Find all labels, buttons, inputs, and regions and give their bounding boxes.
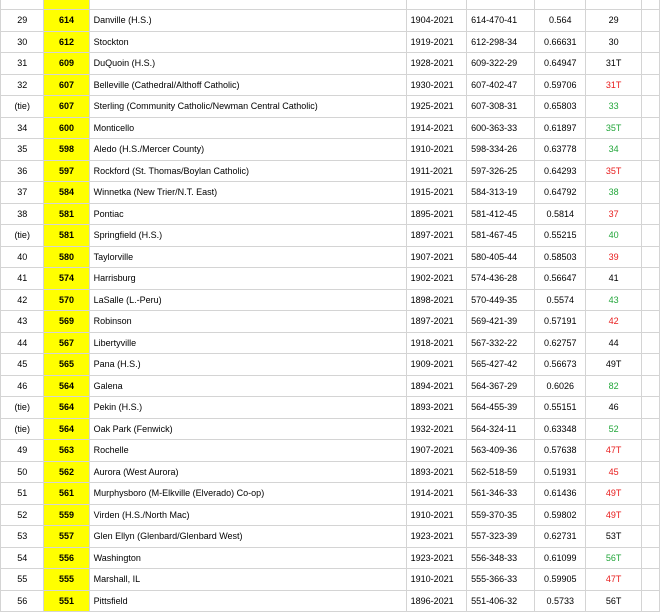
record-cell[interactable]: 581-467-45 bbox=[467, 225, 535, 247]
pct-cell[interactable]: 0.65803 bbox=[535, 96, 586, 118]
school-cell[interactable]: Libertyville bbox=[89, 332, 406, 354]
table-row bbox=[1, 268, 660, 290]
wins-cell[interactable]: 559 bbox=[44, 504, 89, 526]
edge-cell[interactable] bbox=[641, 225, 659, 247]
school-cell[interactable]: Glen Ellyn (Glenbard/Glenbard West) bbox=[89, 526, 406, 548]
wins-cell[interactable]: 584 bbox=[44, 182, 89, 204]
years-cell[interactable]: 1932-2021 bbox=[406, 418, 466, 440]
years-cell[interactable]: 1910-2021 bbox=[406, 504, 466, 526]
pct-cell[interactable]: 0.5574 bbox=[535, 289, 586, 311]
wins-cell[interactable]: 564 bbox=[44, 375, 89, 397]
edge-cell[interactable] bbox=[641, 96, 659, 118]
edge-cell[interactable] bbox=[641, 268, 659, 290]
edge-cell[interactable] bbox=[641, 182, 659, 204]
record-cell[interactable]: 614-470-41 bbox=[467, 10, 535, 32]
table-row bbox=[1, 96, 660, 118]
school-cell[interactable]: LaSalle (L.-Peru) bbox=[89, 289, 406, 311]
edge-cell[interactable] bbox=[641, 375, 659, 397]
rank-cell[interactable]: 49 bbox=[1, 440, 44, 462]
prev-rank-cell[interactable]: 56T bbox=[586, 590, 642, 612]
record-cell[interactable]: 580-405-44 bbox=[467, 246, 535, 268]
wins-cell[interactable]: 556 bbox=[44, 547, 89, 569]
school-cell[interactable]: Pittsfield bbox=[89, 590, 406, 612]
wins-cell[interactable]: 551 bbox=[44, 590, 89, 612]
pct-cell[interactable]: 0.62757 bbox=[535, 332, 586, 354]
edge-cell[interactable] bbox=[641, 289, 659, 311]
school-cell[interactable]: Rochelle bbox=[89, 440, 406, 462]
prev-rank-cell[interactable]: 46 bbox=[586, 397, 642, 419]
pct-cell[interactable]: 0.66631 bbox=[535, 31, 586, 53]
pct-cell[interactable]: 0.63348 bbox=[535, 418, 586, 440]
table-row bbox=[1, 375, 660, 397]
table-row bbox=[1, 203, 660, 225]
table-row bbox=[1, 53, 660, 75]
prev-rank-cell[interactable]: 43 bbox=[586, 289, 642, 311]
wins-cell[interactable]: 564 bbox=[44, 397, 89, 419]
rank-cell[interactable]: (tie) bbox=[1, 96, 44, 118]
record-cell[interactable]: 564-455-39 bbox=[467, 397, 535, 419]
edge-cell[interactable] bbox=[641, 332, 659, 354]
table-row bbox=[1, 311, 660, 333]
table-row-partial bbox=[1, 0, 660, 10]
years-cell[interactable]: 1893-2021 bbox=[406, 397, 466, 419]
rank-cell[interactable]: 34 bbox=[1, 117, 44, 139]
record-cell[interactable]: 600-363-33 bbox=[467, 117, 535, 139]
table-row bbox=[1, 10, 660, 32]
edge-cell[interactable] bbox=[641, 10, 659, 32]
school-cell[interactable]: Winnetka (New Trier/N.T. East) bbox=[89, 182, 406, 204]
wins-cell[interactable]: 607 bbox=[44, 96, 89, 118]
record-cell[interactable]: 581-412-45 bbox=[467, 203, 535, 225]
edge-cell[interactable] bbox=[641, 53, 659, 75]
prev-rank-cell[interactable]: 31T bbox=[586, 74, 642, 96]
wins-cell[interactable] bbox=[44, 0, 89, 10]
table-row bbox=[1, 225, 660, 247]
edge-cell[interactable] bbox=[641, 246, 659, 268]
pct-cell[interactable]: 0.6026 bbox=[535, 375, 586, 397]
edge-cell[interactable] bbox=[641, 397, 659, 419]
table-row bbox=[1, 504, 660, 526]
table-row bbox=[1, 526, 660, 548]
wins-cell[interactable]: 564 bbox=[44, 418, 89, 440]
prev-rank-cell[interactable]: 35T bbox=[586, 160, 642, 182]
rank-cell[interactable]: 52 bbox=[1, 504, 44, 526]
years-cell[interactable]: 1915-2021 bbox=[406, 182, 466, 204]
school-cell[interactable] bbox=[89, 0, 406, 10]
school-cell[interactable]: Belleville (Cathedral/Althoff Catholic) bbox=[89, 74, 406, 96]
school-cell[interactable]: Stockton bbox=[89, 31, 406, 53]
years-cell[interactable]: 1918-2021 bbox=[406, 332, 466, 354]
wins-cell[interactable]: 555 bbox=[44, 569, 89, 591]
prev-rank-cell[interactable]: 34 bbox=[586, 139, 642, 161]
school-cell[interactable]: Rockford (St. Thomas/Boylan Catholic) bbox=[89, 160, 406, 182]
table-row bbox=[1, 139, 660, 161]
record-cell[interactable]: 570-449-35 bbox=[467, 289, 535, 311]
years-cell[interactable]: 1894-2021 bbox=[406, 375, 466, 397]
wins-cell[interactable]: 612 bbox=[44, 31, 89, 53]
rank-cell[interactable]: 30 bbox=[1, 31, 44, 53]
prev-rank-cell[interactable]: 29 bbox=[586, 10, 642, 32]
edge-cell[interactable] bbox=[641, 0, 659, 10]
prev-rank-cell[interactable]: 33 bbox=[586, 96, 642, 118]
school-cell[interactable]: Taylorville bbox=[89, 246, 406, 268]
table-row bbox=[1, 160, 660, 182]
rank-cell[interactable]: 56 bbox=[1, 590, 44, 612]
prev-rank-cell[interactable]: 47T bbox=[586, 440, 642, 462]
table-row bbox=[1, 547, 660, 569]
wins-cell[interactable]: 598 bbox=[44, 139, 89, 161]
rank-cell[interactable]: 50 bbox=[1, 461, 44, 483]
prev-rank-cell[interactable]: 40 bbox=[586, 225, 642, 247]
school-cell[interactable]: Pontiac bbox=[89, 203, 406, 225]
school-cell[interactable]: Robinson bbox=[89, 311, 406, 333]
rank-cell[interactable]: 37 bbox=[1, 182, 44, 204]
wins-cell[interactable]: 562 bbox=[44, 461, 89, 483]
pct-cell[interactable]: 0.59905 bbox=[535, 569, 586, 591]
record-cell[interactable]: 551-406-32 bbox=[467, 590, 535, 612]
pct-cell[interactable]: 0.64293 bbox=[535, 160, 586, 182]
rank-cell[interactable]: 46 bbox=[1, 375, 44, 397]
pct-cell[interactable]: 0.59706 bbox=[535, 74, 586, 96]
table-row bbox=[1, 182, 660, 204]
table-row bbox=[1, 246, 660, 268]
years-cell[interactable]: 1923-2021 bbox=[406, 547, 466, 569]
table-row bbox=[1, 74, 660, 96]
rank-cell[interactable]: 55 bbox=[1, 569, 44, 591]
prev-rank-cell[interactable]: 49T bbox=[586, 483, 642, 505]
record-cell[interactable]: 565-427-42 bbox=[467, 354, 535, 376]
edge-cell[interactable] bbox=[641, 526, 659, 548]
pct-cell[interactable]: 0.56673 bbox=[535, 354, 586, 376]
years-cell[interactable]: 1911-2021 bbox=[406, 160, 466, 182]
edge-cell[interactable] bbox=[641, 74, 659, 96]
prev-rank-cell[interactable]: 47T bbox=[586, 569, 642, 591]
years-cell[interactable]: 1925-2021 bbox=[406, 96, 466, 118]
edge-cell[interactable] bbox=[641, 354, 659, 376]
record-cell[interactable]: 555-366-33 bbox=[467, 569, 535, 591]
table-row bbox=[1, 117, 660, 139]
wins-cell[interactable]: 580 bbox=[44, 246, 89, 268]
rank-cell[interactable]: 53 bbox=[1, 526, 44, 548]
edge-cell[interactable] bbox=[641, 461, 659, 483]
prev-rank-cell[interactable]: 53T bbox=[586, 526, 642, 548]
table-row bbox=[1, 289, 660, 311]
table-row bbox=[1, 461, 660, 483]
record-cell[interactable]: 556-348-33 bbox=[467, 547, 535, 569]
wins-cell[interactable]: 570 bbox=[44, 289, 89, 311]
rank-cell[interactable]: 38 bbox=[1, 203, 44, 225]
edge-cell[interactable] bbox=[641, 139, 659, 161]
pct-cell[interactable]: 0.57638 bbox=[535, 440, 586, 462]
rank-cell[interactable]: (tie) bbox=[1, 418, 44, 440]
edge-cell[interactable] bbox=[641, 590, 659, 612]
rank-cell[interactable]: (tie) bbox=[1, 225, 44, 247]
table-row bbox=[1, 483, 660, 505]
wins-cell[interactable]: 567 bbox=[44, 332, 89, 354]
edge-cell[interactable] bbox=[641, 569, 659, 591]
record-cell[interactable]: 564-367-29 bbox=[467, 375, 535, 397]
table-row bbox=[1, 354, 660, 376]
wins-cell[interactable]: 565 bbox=[44, 354, 89, 376]
school-cell[interactable]: DuQuoin (H.S.) bbox=[89, 53, 406, 75]
school-cell[interactable]: Aledo (H.S./Mercer County) bbox=[89, 139, 406, 161]
record-cell[interactable]: 607-402-47 bbox=[467, 74, 535, 96]
edge-cell[interactable] bbox=[641, 547, 659, 569]
school-cell[interactable]: Galena bbox=[89, 375, 406, 397]
edge-cell[interactable] bbox=[641, 483, 659, 505]
school-cell[interactable]: Oak Park (Fenwick) bbox=[89, 418, 406, 440]
rank-cell[interactable]: 40 bbox=[1, 246, 44, 268]
record-cell[interactable]: 561-346-33 bbox=[467, 483, 535, 505]
school-cell[interactable]: Danville (H.S.) bbox=[89, 10, 406, 32]
years-cell[interactable]: 1910-2021 bbox=[406, 569, 466, 591]
prev-rank-cell[interactable]: 49T bbox=[586, 504, 642, 526]
years-cell[interactable]: 1909-2021 bbox=[406, 354, 466, 376]
years-cell[interactable]: 1930-2021 bbox=[406, 74, 466, 96]
years-cell[interactable]: 1907-2021 bbox=[406, 440, 466, 462]
rank-cell[interactable] bbox=[1, 0, 44, 10]
prev-rank-cell[interactable]: 49T bbox=[586, 354, 642, 376]
wins-cell[interactable]: 609 bbox=[44, 53, 89, 75]
prev-rank-cell[interactable]: 41 bbox=[586, 268, 642, 290]
table-row bbox=[1, 31, 660, 53]
pct-cell[interactable]: 0.56647 bbox=[535, 268, 586, 290]
school-cell[interactable]: Marshall, IL bbox=[89, 569, 406, 591]
pct-cell[interactable]: 0.62731 bbox=[535, 526, 586, 548]
rank-cell[interactable]: 51 bbox=[1, 483, 44, 505]
record-cell[interactable]: 597-326-25 bbox=[467, 160, 535, 182]
table-row bbox=[1, 397, 660, 419]
pct-cell[interactable]: 0.61897 bbox=[535, 117, 586, 139]
record-cell[interactable]: 569-421-39 bbox=[467, 311, 535, 333]
school-cell[interactable]: Sterling (Community Catholic/Newman Central Catholic) bbox=[89, 96, 406, 118]
wins-cell[interactable]: 607 bbox=[44, 74, 89, 96]
years-cell[interactable]: 1914-2021 bbox=[406, 117, 466, 139]
pct-cell[interactable]: 0.63778 bbox=[535, 139, 586, 161]
edge-cell[interactable] bbox=[641, 160, 659, 182]
pct-cell[interactable]: 0.64947 bbox=[535, 53, 586, 75]
edge-cell[interactable] bbox=[641, 31, 659, 53]
prev-rank-cell[interactable]: 82 bbox=[586, 375, 642, 397]
record-cell[interactable]: 557-323-39 bbox=[467, 526, 535, 548]
years-cell[interactable]: 1897-2021 bbox=[406, 225, 466, 247]
years-cell[interactable]: 1895-2021 bbox=[406, 203, 466, 225]
table-row bbox=[1, 569, 660, 591]
pct-cell[interactable]: 0.59802 bbox=[535, 504, 586, 526]
rank-cell[interactable]: 45 bbox=[1, 354, 44, 376]
years-cell[interactable]: 1907-2021 bbox=[406, 246, 466, 268]
prev-rank-cell[interactable]: 37 bbox=[586, 203, 642, 225]
wins-cell[interactable]: 561 bbox=[44, 483, 89, 505]
years-cell[interactable]: 1910-2021 bbox=[406, 139, 466, 161]
school-cell[interactable]: Harrisburg bbox=[89, 268, 406, 290]
wins-cell[interactable]: 581 bbox=[44, 225, 89, 247]
record-cell[interactable]: 607-308-31 bbox=[467, 96, 535, 118]
years-cell[interactable]: 1923-2021 bbox=[406, 526, 466, 548]
record-cell[interactable]: 562-518-59 bbox=[467, 461, 535, 483]
table-row bbox=[1, 590, 660, 612]
table-row bbox=[1, 418, 660, 440]
years-cell[interactable] bbox=[406, 0, 466, 10]
pct-cell[interactable] bbox=[535, 0, 586, 10]
years-cell[interactable]: 1893-2021 bbox=[406, 461, 466, 483]
pct-cell[interactable]: 0.57191 bbox=[535, 311, 586, 333]
pct-cell[interactable]: 0.61436 bbox=[535, 483, 586, 505]
rank-cell[interactable]: 29 bbox=[1, 10, 44, 32]
record-cell[interactable] bbox=[467, 0, 535, 10]
table-row bbox=[1, 440, 660, 462]
rank-cell[interactable]: 35 bbox=[1, 139, 44, 161]
wins-cell[interactable]: 597 bbox=[44, 160, 89, 182]
pct-cell[interactable]: 0.51931 bbox=[535, 461, 586, 483]
years-cell[interactable]: 1919-2021 bbox=[406, 31, 466, 53]
prev-rank-cell[interactable]: 45 bbox=[586, 461, 642, 483]
rank-cell[interactable]: 41 bbox=[1, 268, 44, 290]
edge-cell[interactable] bbox=[641, 418, 659, 440]
rank-cell[interactable]: 32 bbox=[1, 74, 44, 96]
years-cell[interactable]: 1897-2021 bbox=[406, 311, 466, 333]
school-cell[interactable]: Monticello bbox=[89, 117, 406, 139]
table-row bbox=[1, 332, 660, 354]
wins-cell[interactable]: 600 bbox=[44, 117, 89, 139]
school-cell[interactable]: Murphysboro (M-Elkville (Elverado) Co-op) bbox=[89, 483, 406, 505]
wins-cell[interactable]: 569 bbox=[44, 311, 89, 333]
pct-cell[interactable]: 0.564 bbox=[535, 10, 586, 32]
record-cell[interactable]: 564-324-11 bbox=[467, 418, 535, 440]
pct-cell[interactable]: 0.61099 bbox=[535, 547, 586, 569]
rank-cell[interactable]: 31 bbox=[1, 53, 44, 75]
rank-cell[interactable]: 54 bbox=[1, 547, 44, 569]
school-cell[interactable]: Washington bbox=[89, 547, 406, 569]
years-cell[interactable]: 1898-2021 bbox=[406, 289, 466, 311]
rank-cell[interactable]: (tie) bbox=[1, 397, 44, 419]
school-cell[interactable]: Springfield (H.S.) bbox=[89, 225, 406, 247]
school-cell[interactable]: Pekin (H.S.) bbox=[89, 397, 406, 419]
school-cell[interactable]: Aurora (West Aurora) bbox=[89, 461, 406, 483]
edge-cell[interactable] bbox=[641, 311, 659, 333]
years-cell[interactable]: 1904-2021 bbox=[406, 10, 466, 32]
wins-cell[interactable]: 574 bbox=[44, 268, 89, 290]
record-cell[interactable]: 584-313-19 bbox=[467, 182, 535, 204]
rank-cell[interactable]: 44 bbox=[1, 332, 44, 354]
prev-rank-cell[interactable] bbox=[586, 0, 642, 10]
prev-rank-cell[interactable]: 44 bbox=[586, 332, 642, 354]
edge-cell[interactable] bbox=[641, 117, 659, 139]
prev-rank-cell[interactable]: 31T bbox=[586, 53, 642, 75]
rank-cell[interactable]: 42 bbox=[1, 289, 44, 311]
record-cell[interactable]: 563-409-36 bbox=[467, 440, 535, 462]
years-cell[interactable]: 1902-2021 bbox=[406, 268, 466, 290]
years-cell[interactable]: 1896-2021 bbox=[406, 590, 466, 612]
rank-cell[interactable]: 36 bbox=[1, 160, 44, 182]
prev-rank-cell[interactable]: 38 bbox=[586, 182, 642, 204]
wins-cell[interactable]: 614 bbox=[44, 10, 89, 32]
pct-cell[interactable]: 0.55215 bbox=[535, 225, 586, 247]
prev-rank-cell[interactable]: 35T bbox=[586, 117, 642, 139]
school-cell[interactable]: Pana (H.S.) bbox=[89, 354, 406, 376]
prev-rank-cell[interactable]: 52 bbox=[586, 418, 642, 440]
wins-cell[interactable]: 557 bbox=[44, 526, 89, 548]
pct-cell[interactable]: 0.64792 bbox=[535, 182, 586, 204]
pct-cell[interactable]: 0.5733 bbox=[535, 590, 586, 612]
record-cell[interactable]: 559-370-35 bbox=[467, 504, 535, 526]
school-cell[interactable]: Virden (H.S./North Mac) bbox=[89, 504, 406, 526]
record-cell[interactable]: 598-334-26 bbox=[467, 139, 535, 161]
edge-cell[interactable] bbox=[641, 440, 659, 462]
wins-cell[interactable]: 581 bbox=[44, 203, 89, 225]
prev-rank-cell[interactable]: 30 bbox=[586, 31, 642, 53]
pct-cell[interactable]: 0.58503 bbox=[535, 246, 586, 268]
years-cell[interactable]: 1928-2021 bbox=[406, 53, 466, 75]
record-cell[interactable]: 567-332-22 bbox=[467, 332, 535, 354]
record-cell[interactable]: 574-436-28 bbox=[467, 268, 535, 290]
pct-cell[interactable]: 0.55151 bbox=[535, 397, 586, 419]
wins-cell[interactable]: 563 bbox=[44, 440, 89, 462]
record-cell[interactable]: 612-298-34 bbox=[467, 31, 535, 53]
rank-cell[interactable]: 43 bbox=[1, 311, 44, 333]
prev-rank-cell[interactable]: 42 bbox=[586, 311, 642, 333]
prev-rank-cell[interactable]: 39 bbox=[586, 246, 642, 268]
record-cell[interactable]: 609-322-29 bbox=[467, 53, 535, 75]
edge-cell[interactable] bbox=[641, 203, 659, 225]
edge-cell[interactable] bbox=[641, 504, 659, 526]
pct-cell[interactable]: 0.5814 bbox=[535, 203, 586, 225]
prev-rank-cell[interactable]: 56T bbox=[586, 547, 642, 569]
years-cell[interactable]: 1914-2021 bbox=[406, 483, 466, 505]
